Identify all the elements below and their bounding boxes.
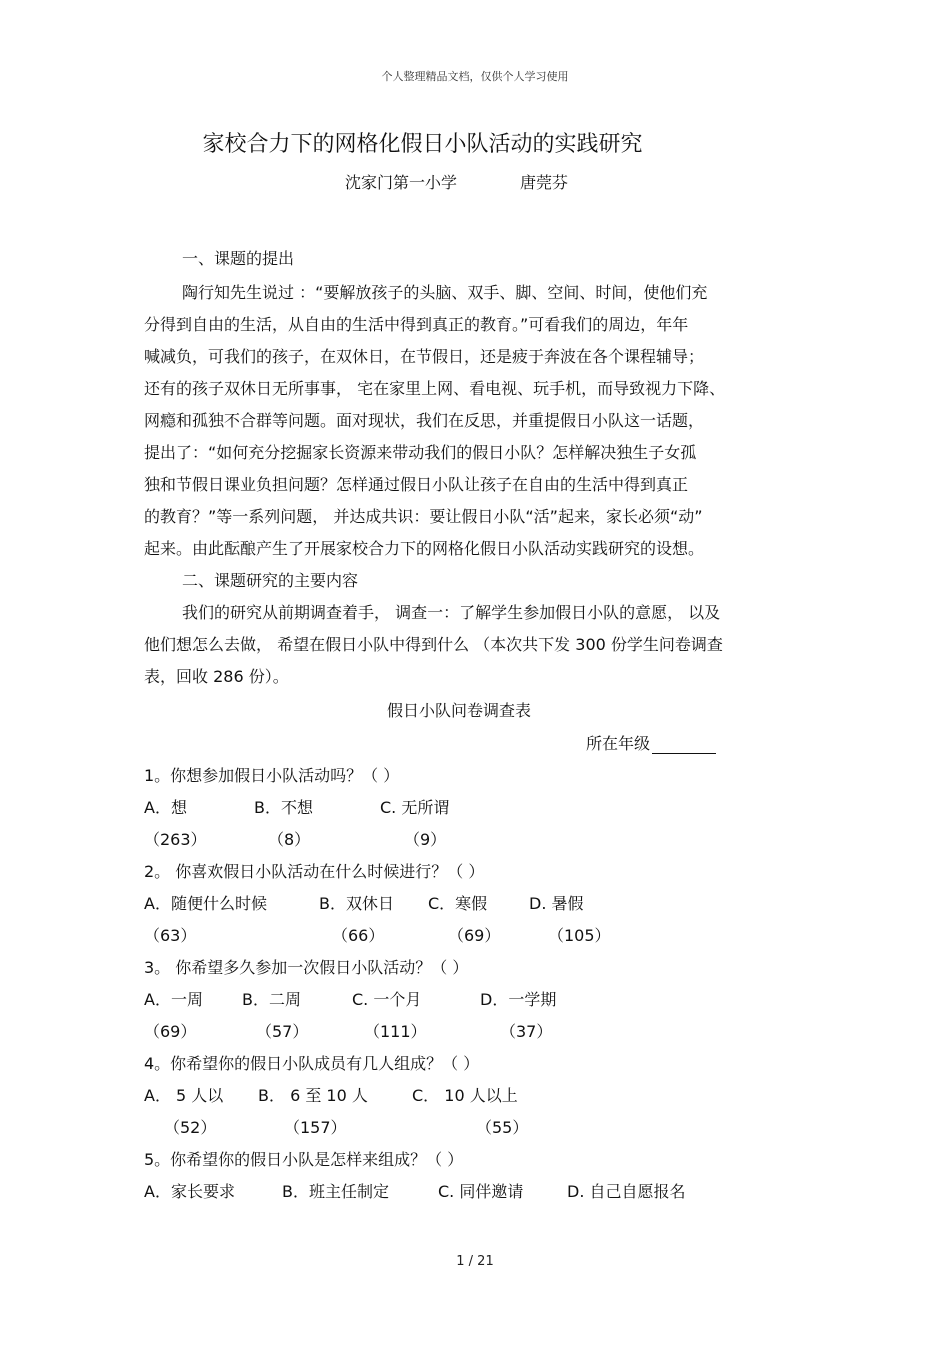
option: A．一周 — [144, 990, 203, 1009]
option: C. 同伴邀请 — [438, 1182, 524, 1201]
paragraph-line: 陶行知先生说过 ：“要解放孩子的头脑、双手、脚、空间、时间，使他们充 — [182, 283, 708, 302]
response-count: （157） — [284, 1118, 347, 1137]
paragraph-line: 起来。由此酝酿产生了开展家校合力下的网格化假日小队活动实践研究的设想。 — [144, 539, 705, 558]
option: A．随便什么时候 — [144, 894, 267, 913]
response-count: （55） — [476, 1118, 529, 1137]
option: C．寒假 — [428, 894, 488, 913]
section-2-heading: 二、课题研究的主要内容 — [182, 571, 359, 590]
response-count: （52） — [164, 1118, 217, 1137]
option: D. 暑假 — [529, 894, 584, 913]
response-count: （63） — [144, 926, 197, 945]
option: B．双休日 — [319, 894, 394, 913]
response-count: （69） — [144, 1022, 197, 1041]
paragraph-line: 独和节假日课业负担问题？怎样通过假日小队让孩子在自由的生活中得到真正 — [144, 475, 689, 494]
paragraph-line: 表，回收 286 份）。 — [144, 667, 289, 686]
response-count: （9） — [404, 830, 447, 849]
paragraph-line: 我们的研究从前期调查着手， 调查一：了解学生参加假日小队的意愿， 以及 — [182, 603, 721, 622]
paragraph-line: 分得到自由的生活，从自由的生活中得到真正的教育。”可看我们的周边，年年 — [144, 315, 689, 334]
question-3: 3。 你希望多久参加一次假日小队活动？（ ） — [144, 958, 469, 977]
question-2: 2。 你喜欢假日小队活动在什么时候进行？（ ） — [144, 862, 485, 881]
paragraph-line: 还有的孩子双休日无所事事， 宅在家里上网、看电视、玩手机，而导致视力下降、 — [144, 379, 726, 398]
school-name: 沈家门第一小学 — [345, 173, 458, 192]
paragraph-line: 喊减负，可我们的孩子，在双休日，在节假日，还是疲于奔波在各个课程辅导； — [144, 347, 705, 366]
option: A．家长要求 — [144, 1182, 235, 1201]
option: C． 10 人以上 — [412, 1086, 518, 1105]
section-2-body — [144, 603, 824, 693]
option: B．不想 — [254, 798, 313, 817]
response-count: （8） — [268, 830, 311, 849]
option: D．一学期 — [480, 990, 557, 1009]
response-count: （105） — [548, 926, 611, 945]
grade-blank-line — [652, 737, 716, 754]
page-number: 1 / 21 — [456, 1254, 494, 1269]
paragraph-line: 的教育？”等一系列问题， 并达成共识：要让假日小队“活”起来，家长必须“动” — [144, 507, 703, 526]
option: A．想 — [144, 798, 187, 817]
response-count: （57） — [256, 1022, 309, 1041]
option: C. 无所谓 — [380, 798, 450, 817]
header-note: 个人整理精品文档，仅供个人学习使用 — [381, 70, 569, 83]
paragraph-line: 提出了：“如何充分挖掘家长资源来带动我们的假日小队？怎样解决独生子女孤 — [144, 443, 697, 462]
response-count: （37） — [500, 1022, 553, 1041]
option: C. 一个月 — [352, 990, 422, 1009]
grade-label: 所在年级 — [586, 734, 651, 753]
question-1: 1。你想参加假日小队活动吗？（ ） — [144, 766, 400, 785]
option: A． 5 人以 — [144, 1086, 224, 1105]
response-count: （69） — [448, 926, 501, 945]
response-count: （66） — [332, 926, 385, 945]
grade-field — [586, 731, 716, 754]
response-count: （111） — [364, 1022, 427, 1041]
option: B． 6 至 10 人 — [258, 1086, 368, 1105]
question-5: 5。你希望你的假日小队是怎样来组成？（ ） — [144, 1150, 464, 1169]
response-count: （263） — [144, 830, 207, 849]
author-name: 唐莞芬 — [520, 173, 569, 192]
survey-title: 假日小队问卷调查表 — [386, 701, 531, 720]
question-4: 4。你希望你的假日小队成员有几人组成？（ ） — [144, 1054, 480, 1073]
document-title: 家校合力下的网格化假日小队活动的实践研究 — [202, 132, 643, 157]
section-1-body — [144, 283, 824, 573]
paragraph-line: 网瘾和孤独不合群等问题。面对现状，我们在反思，并重提假日小队这一话题， — [144, 411, 705, 430]
option: B．二周 — [242, 990, 301, 1009]
paragraph-line: 他们想怎么去做， 希望在假日小队中得到什么 （本次共下发 300 份学生问卷调查 — [144, 635, 723, 654]
option: D. 自己自愿报名 — [567, 1182, 686, 1201]
section-1-heading: 一、课题的提出 — [182, 249, 295, 268]
option: B．班主任制定 — [282, 1182, 389, 1201]
